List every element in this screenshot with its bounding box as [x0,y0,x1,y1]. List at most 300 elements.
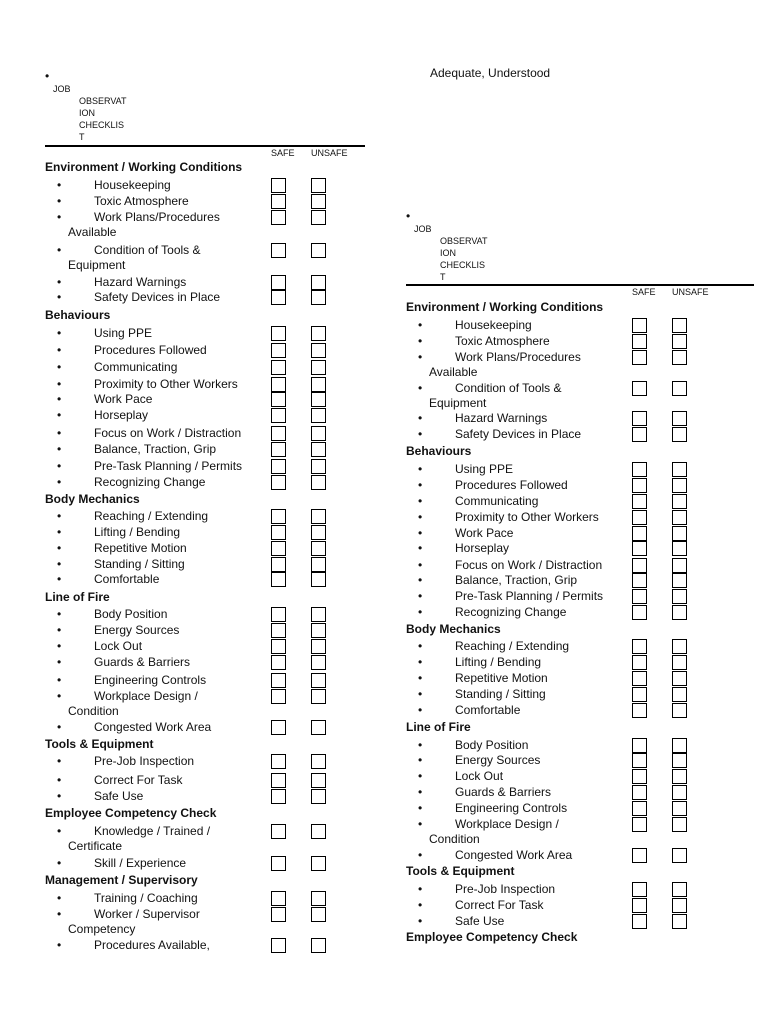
checklist-item [406,671,726,686]
checklist-item [406,334,726,349]
safe-checkbox[interactable] [271,290,286,305]
section-title: Environment / Working Conditions [406,300,604,314]
unsafe-checkbox[interactable] [311,194,326,209]
item-label: Hazard Warnings [94,275,187,289]
safe-checkbox[interactable] [632,817,647,832]
unsafe-checkbox[interactable] [311,607,326,622]
checklist-item [45,557,365,572]
bullet-icon: • [57,194,62,208]
unsafe-checkbox[interactable] [672,318,687,333]
safe-checkbox[interactable] [632,801,647,816]
unsafe-checkbox[interactable] [311,243,326,258]
bullet-icon: • [418,510,423,524]
unsafe-checkbox[interactable] [672,882,687,897]
unsafe-checkbox[interactable] [672,427,687,442]
safe-checkbox[interactable] [632,703,647,718]
section-title: Line of Fire [406,720,471,734]
safe-checkbox[interactable] [271,907,286,922]
item-label: Toxic Atmosphere [94,194,189,208]
safe-checkbox[interactable] [271,343,286,358]
safe-checkbox[interactable] [271,891,286,906]
safe-checkbox[interactable] [271,938,286,953]
unsafe-checkbox[interactable] [311,178,326,193]
bullet-icon: • [418,526,423,540]
checklist-item [45,572,365,587]
safe-checkbox[interactable] [632,381,647,396]
checklist-item [45,442,365,457]
bullet-icon: • [57,607,62,621]
title-line-1: JOB [414,224,432,234]
bullet-icon: • [418,318,423,332]
bullet-icon: • [418,817,423,831]
bullet-icon: • [418,478,423,492]
bullet-icon: • [57,290,62,304]
item-label: Work Plans/Procedures [455,350,581,364]
item-label: Condition of Tools & [94,243,201,257]
safe-checkbox[interactable] [632,785,647,800]
safe-checkbox[interactable] [632,411,647,426]
bullet-icon: • [57,824,62,838]
checklist-item [406,589,726,604]
unsafe-checkbox[interactable] [311,343,326,358]
item-label: Condition of Tools & [455,381,562,395]
unsafe-checkbox[interactable] [311,360,326,375]
safe-checkbox[interactable] [271,509,286,524]
safe-checkbox[interactable] [632,427,647,442]
safe-checkbox[interactable] [271,789,286,804]
item-label: Pre-Task Planning / Permits [455,589,604,603]
safe-checkbox[interactable] [271,194,286,209]
item-label: Toxic Atmosphere [455,334,550,348]
item-label: Reaching / Extending [455,639,570,653]
safe-checkbox[interactable] [271,655,286,670]
unsafe-checkbox[interactable] [311,210,326,225]
checklist-item [45,178,365,193]
item-label: Communicating [455,494,539,508]
bullet-icon: • [57,326,62,340]
bullet-icon: • [418,573,423,587]
item-label: Standing / Sitting [455,687,546,701]
section-title: Behaviours [406,444,472,458]
safe-checkbox[interactable] [632,639,647,654]
item-label: Comfortable [94,572,160,586]
item-label: Horseplay [455,541,510,555]
safe-checkbox[interactable] [271,210,286,225]
item-label: Using PPE [455,462,514,476]
safe-checkbox[interactable] [271,720,286,735]
unsafe-checkbox[interactable] [311,275,326,290]
bullet-icon: • [57,789,62,803]
unsafe-checkbox[interactable] [311,689,326,704]
checklist-left [45,0,365,1024]
unsafe-checkbox[interactable] [311,326,326,341]
safe-checkbox[interactable] [271,689,286,704]
safe-column-label: SAFE [632,287,656,297]
unsafe-checkbox[interactable] [672,848,687,863]
item-label: Balance, Traction, Grip [94,442,217,456]
safe-checkbox[interactable] [632,769,647,784]
unsafe-checkbox[interactable] [311,442,326,457]
item-label: Repetitive Motion [455,671,548,685]
unsafe-checkbox[interactable] [311,907,326,922]
unsafe-checkbox[interactable] [311,392,326,407]
safe-checkbox[interactable] [271,392,286,407]
checklist-item [406,817,726,849]
bullet-icon: • [57,891,62,905]
bullet-icon: • [418,605,423,619]
item-label: Communicating [94,360,178,374]
unsafe-checkbox[interactable] [672,769,687,784]
section-title: Body Mechanics [45,492,140,506]
item-label-continued: Competency [68,922,136,936]
checklist-item [406,882,726,897]
unsafe-checkbox[interactable] [311,572,326,587]
safe-checkbox[interactable] [271,572,286,587]
checklist-item [406,411,726,426]
unsafe-checkbox[interactable] [672,381,687,396]
item-label: Proximity to Other Workers [94,377,238,391]
unsafe-checkbox[interactable] [672,541,687,556]
safe-checkbox[interactable] [271,275,286,290]
safe-checkbox[interactable] [271,377,286,392]
safe-checkbox[interactable] [271,557,286,572]
safe-checkbox[interactable] [271,541,286,556]
unsafe-checkbox[interactable] [311,773,326,788]
safe-checkbox[interactable] [632,589,647,604]
bullet-icon: • [418,655,423,669]
item-label-continued: Certificate [68,839,123,853]
safe-checkbox[interactable] [271,639,286,654]
unsafe-checkbox[interactable] [672,589,687,604]
unsafe-checkbox[interactable] [311,509,326,524]
safe-checkbox[interactable] [632,558,647,573]
bullet-icon: • [418,541,423,555]
item-label: Work Pace [455,526,514,540]
unsafe-checkbox[interactable] [311,541,326,556]
item-label-continued: Equipment [429,396,487,410]
unsafe-checkbox[interactable] [672,738,687,753]
safe-checkbox[interactable] [632,605,647,620]
bullet-icon: • [57,938,62,952]
item-label: Pre-Job Inspection [455,882,556,896]
safe-checkbox[interactable] [632,510,647,525]
unsafe-column-label: UNSAFE [311,148,348,158]
bullet-icon: • [57,408,62,422]
unsafe-checkbox[interactable] [311,789,326,804]
safe-checkbox[interactable] [632,541,647,556]
unsafe-checkbox[interactable] [311,891,326,906]
checklist-item [45,607,365,622]
bullet-icon: • [418,350,423,364]
bullet-icon: • [418,914,423,928]
item-label: Energy Sources [94,623,180,637]
checklist-item [45,326,365,341]
checklist-item [406,605,726,620]
safe-checkbox[interactable] [632,898,647,913]
safe-checkbox[interactable] [632,350,647,365]
item-label: Horseplay [94,408,149,422]
item-label: Lock Out [94,639,143,653]
checklist-item [45,824,365,856]
checklist-item [45,459,365,474]
checklist-item [406,753,726,768]
safe-checkbox[interactable] [271,824,286,839]
safe-checkbox[interactable] [271,475,286,490]
bullet-icon: • [57,907,62,921]
unsafe-checkbox[interactable] [311,824,326,839]
unsafe-checkbox[interactable] [311,426,326,441]
checklist-item [406,462,726,477]
checklist-item [45,754,365,769]
bullet-icon: • [418,334,423,348]
unsafe-checkbox[interactable] [311,655,326,670]
item-label: Safety Devices in Place [455,427,582,441]
safe-checkbox[interactable] [632,334,647,349]
item-label: Engineering Controls [455,801,568,815]
unsafe-checkbox[interactable] [311,377,326,392]
item-label: Worker / Supervisor [94,907,200,921]
unsafe-checkbox[interactable] [672,753,687,768]
unsafe-checkbox[interactable] [311,673,326,688]
checklist-item [406,381,726,413]
unsafe-checkbox[interactable] [672,671,687,686]
checklist-item [45,360,365,375]
item-label: Workplace Design / [94,689,198,703]
unsafe-checkbox[interactable] [672,898,687,913]
section-title: Body Mechanics [406,622,501,636]
bullet-icon: • [57,720,62,734]
safe-checkbox[interactable] [271,773,286,788]
bullet-icon: • [418,494,423,508]
item-label: Recognizing Change [455,605,567,619]
item-label: Focus on Work / Distraction [94,426,242,440]
checklist-item [406,541,726,556]
safe-checkbox[interactable] [632,848,647,863]
checklist-item [406,785,726,800]
item-label-continued: Available [429,365,478,379]
checklist-item [45,275,365,290]
safe-checkbox[interactable] [271,178,286,193]
bullet-icon: • [57,178,62,192]
safe-checkbox[interactable] [271,360,286,375]
section-title: Employee Competency Check [45,806,217,820]
checklist-item [45,623,365,638]
unsafe-checkbox[interactable] [672,462,687,477]
item-label: Lifting / Bending [455,655,542,669]
safe-checkbox[interactable] [271,673,286,688]
unsafe-checkbox[interactable] [672,703,687,718]
checklist-item [406,639,726,654]
item-label: Work Pace [94,392,153,406]
checklist-item [45,891,365,906]
safe-checkbox[interactable] [271,426,286,441]
checklist-item [45,509,365,524]
bullet-icon: • [418,558,423,572]
unsafe-checkbox[interactable] [672,687,687,702]
section-title: Line of Fire [45,590,110,604]
unsafe-checkbox[interactable] [672,801,687,816]
bullet-icon: • [418,753,423,767]
unsafe-checkbox[interactable] [672,411,687,426]
unsafe-checkbox[interactable] [672,914,687,929]
unsafe-checkbox[interactable] [672,655,687,670]
checklist-item [45,194,365,209]
unsafe-checkbox[interactable] [672,510,687,525]
bullet-icon: • [418,462,423,476]
item-label: Congested Work Area [94,720,212,734]
bullet-icon: • [57,475,62,489]
checklist-item [45,290,365,305]
unsafe-checkbox[interactable] [311,623,326,638]
safe-checkbox[interactable] [271,408,286,423]
bullet-icon: • [57,525,62,539]
bullet-icon: • [418,785,423,799]
bullet-icon: • [418,769,423,783]
bullet-icon: • [57,343,62,357]
top-note: Adequate, Understood [430,66,551,80]
unsafe-checkbox[interactable] [672,785,687,800]
item-label: Recognizing Change [94,475,206,489]
bullet-icon: • [57,243,62,257]
checklist-item [45,243,365,275]
safe-checkbox[interactable] [632,914,647,929]
safe-checkbox[interactable] [632,526,647,541]
unsafe-checkbox[interactable] [672,494,687,509]
checklist-item [406,848,726,863]
header-rule [406,284,754,286]
item-label: Skill / Experience [94,856,187,870]
bullet-icon: • [57,509,62,523]
item-label: Congested Work Area [455,848,573,862]
unsafe-checkbox[interactable] [672,558,687,573]
safe-checkbox[interactable] [632,753,647,768]
unsafe-checkbox[interactable] [672,817,687,832]
unsafe-checkbox[interactable] [311,459,326,474]
unsafe-checkbox[interactable] [311,290,326,305]
unsafe-checkbox[interactable] [672,526,687,541]
bullet-icon: • [418,381,423,395]
safe-checkbox[interactable] [271,525,286,540]
checklist-item [45,392,365,407]
item-label: Proximity to Other Workers [455,510,599,524]
checklist-item [45,343,365,358]
safe-checkbox[interactable] [632,671,647,686]
unsafe-checkbox[interactable] [672,350,687,365]
title-line-2: OBSERVAT [79,96,127,106]
bullet-icon: • [57,655,62,669]
unsafe-checkbox[interactable] [672,605,687,620]
item-label-continued: Available [68,225,117,239]
title-line-3: ION [440,248,457,258]
safe-checkbox[interactable] [271,623,286,638]
section-title: Behaviours [45,308,111,322]
item-label: Using PPE [94,326,153,340]
checklist-item [45,673,365,688]
unsafe-checkbox[interactable] [311,639,326,654]
bullet-icon: • [418,882,423,896]
job-observation-checklist-title [45,70,365,150]
title-line-4: CHECKLIS [79,120,125,130]
checklist-item [406,655,726,670]
bullet-mark: • [45,69,50,83]
item-label: Engineering Controls [94,673,207,687]
checklist-item [406,558,726,573]
safe-checkbox[interactable] [271,442,286,457]
safe-checkbox[interactable] [632,318,647,333]
item-label: Hazard Warnings [455,411,548,425]
unsafe-checkbox[interactable] [672,639,687,654]
bullet-icon: • [57,639,62,653]
safe-checkbox[interactable] [271,243,286,258]
bullet-icon: • [418,848,423,862]
checklist-item [406,573,726,588]
safe-checkbox[interactable] [271,754,286,769]
bullet-icon: • [57,623,62,637]
unsafe-checkbox[interactable] [311,754,326,769]
item-label-continued: Condition [429,832,480,846]
section-title: Employee Competency Check [406,930,578,944]
bullet-icon: • [57,275,62,289]
checklist-right [406,0,726,1024]
safe-checkbox[interactable] [632,478,647,493]
safe-checkbox[interactable] [632,573,647,588]
safe-checkbox[interactable] [632,494,647,509]
bullet-icon: • [418,411,423,425]
checklist-item [45,773,365,788]
safe-checkbox[interactable] [271,856,286,871]
safe-checkbox[interactable] [632,655,647,670]
bullet-icon: • [57,459,62,473]
checklist-item [45,720,365,735]
safe-checkbox[interactable] [632,462,647,477]
checklist-item [45,377,365,392]
bullet-icon: • [57,360,62,374]
unsafe-checkbox[interactable] [672,478,687,493]
unsafe-checkbox[interactable] [311,938,326,953]
section-title: Tools & Equipment [406,864,515,878]
item-label: Procedures Followed [455,478,568,492]
safe-checkbox[interactable] [271,459,286,474]
unsafe-checkbox[interactable] [311,856,326,871]
unsafe-checkbox[interactable] [311,720,326,735]
item-label: Workplace Design / [455,817,559,831]
checklist-item [45,541,365,556]
safe-checkbox[interactable] [632,738,647,753]
safe-checkbox[interactable] [271,326,286,341]
item-label: Guards & Barriers [94,655,191,669]
unsafe-checkbox[interactable] [311,475,326,490]
bullet-icon: • [418,898,423,912]
unsafe-checkbox[interactable] [311,525,326,540]
item-label: Reaching / Extending [94,509,209,523]
item-label: Safe Use [94,789,144,803]
checklist-item [406,801,726,816]
checklist-item [406,898,726,913]
item-label: Balance, Traction, Grip [455,573,578,587]
safe-checkbox[interactable] [632,882,647,897]
item-label-continued: Equipment [68,258,126,272]
unsafe-checkbox[interactable] [672,334,687,349]
safe-checkbox[interactable] [271,607,286,622]
unsafe-checkbox[interactable] [311,408,326,423]
safe-checkbox[interactable] [632,687,647,702]
bullet-icon: • [57,572,62,586]
title-line-5: T [440,272,446,282]
unsafe-checkbox[interactable] [311,557,326,572]
checklist-item [406,738,726,753]
unsafe-checkbox[interactable] [672,573,687,588]
checklist-item [406,494,726,509]
